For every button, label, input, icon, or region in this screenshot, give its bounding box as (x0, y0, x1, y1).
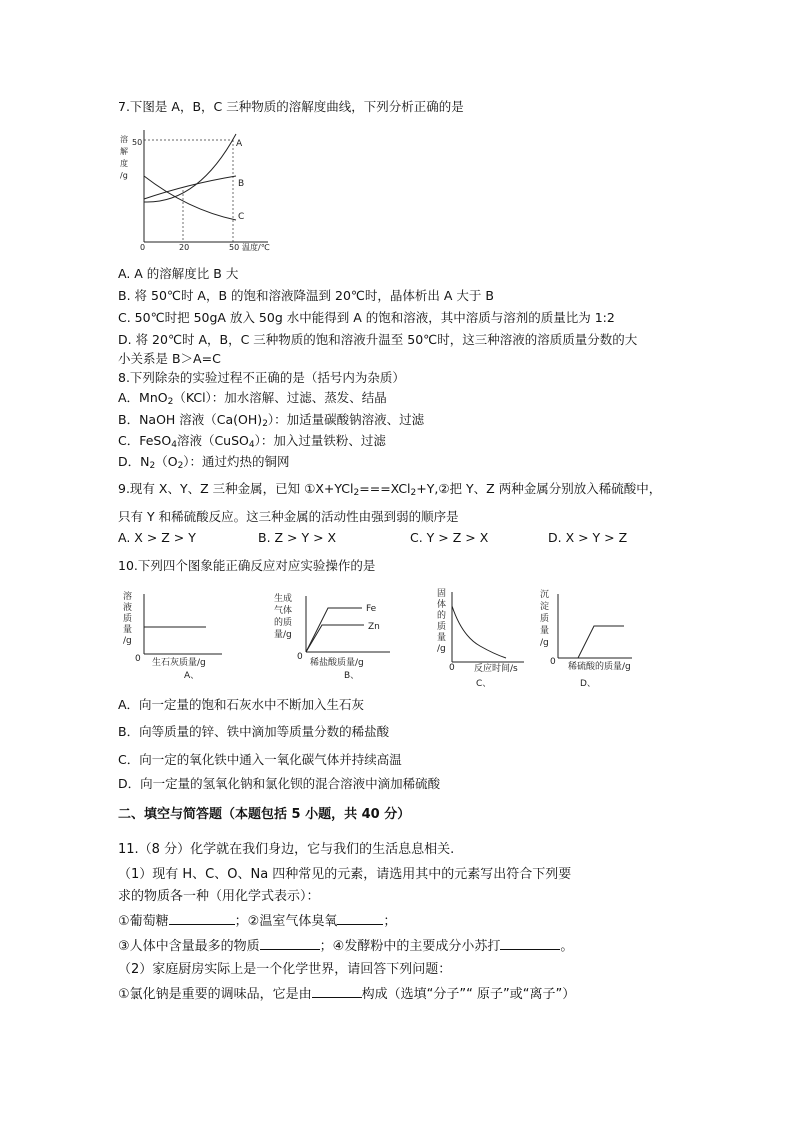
q8-stem: 8.下列除杂的实验过程不正确的是（括号内为杂质） (118, 370, 405, 385)
q8-option-d: D．$N_2(O_2)$：通过灼热的铜网 (118, 454, 290, 471)
q10d-xlabel: 稀硫酸的质量/g (568, 662, 631, 672)
q10c-zero: 0 (449, 663, 455, 673)
q11-part2: （2）家庭厨房实际上是一个化学世界，请回答下列问题： (118, 962, 452, 977)
q7-ylabel-1: 溶 (120, 135, 128, 144)
q10d-ylabel-1: 沉 (540, 590, 550, 600)
q10d-line (558, 626, 624, 658)
q11-items-1-2: ①葡萄糖 ；②温室气体臭氧 ； (118, 914, 397, 929)
q10b-ylabel-1: 生成 (274, 594, 293, 604)
section2-title: 二、填空与简答题（本题包括 5 小题，共 40 分） (118, 807, 411, 822)
q7-curve-A (144, 134, 236, 202)
q10c-ylabel-1: 固 (437, 589, 447, 599)
q7-option-d: D. 将 20℃时 A，B，C 三种物质的饱和溶液升温至 50℃时，这三种溶液的溶质质量分数的大 (118, 332, 638, 347)
q10-option-b: B．向等质量的锌、铁中滴加等质量分数的稀盐酸 (118, 724, 390, 739)
q10-option-d: D．向一定量的氢氧化钠和氯化钡的混合溶液中滴加稀硫酸 (118, 776, 441, 791)
q8-option-b: B．NaOH 溶液$(Ca(OH)_2)$：加适量碳酸钠溶液、过滤 (118, 412, 425, 429)
q10-graph-c (432, 588, 532, 692)
q10a-ylabel-4: 量 (123, 625, 133, 635)
q7-curve-B (144, 176, 236, 199)
q10c-caption: C、 (476, 679, 492, 689)
q10-graph-a (118, 588, 238, 684)
q10a-caption: A、 (184, 671, 200, 681)
q7-label-B: B (238, 179, 245, 189)
q10b-zn-line (306, 625, 364, 652)
q10c-ylabel-5: 量 (437, 633, 447, 643)
q7-label-A: A (236, 139, 243, 149)
q11-part1-line2: 求的物质各一种（用化学式表示）： (118, 889, 320, 904)
answer-blank-glucose[interactable] (169, 912, 235, 925)
q11-stem: 11.（8 分）化学就在我们身边，它与我们的生活息息相关. (118, 842, 455, 857)
q7-stem: 7.下图是 A，B，C 三种物质的溶解度曲线，下列分析正确的是 (118, 99, 464, 114)
q10a-ylabel-1: 溶 (123, 592, 133, 602)
q10b-ylabel-3: 的质 (274, 618, 293, 628)
q10d-zero: 0 (550, 657, 556, 667)
q11-items-3-4: ③人体中含量最多的物质 ；④发酵粉中的主要成分小苏打 。 (118, 939, 574, 954)
q10d-ylabel-5: /g (540, 638, 549, 648)
q10a-xlabel: 生石灰质量/g (152, 658, 206, 668)
q7-solubility-graph (118, 124, 278, 259)
q7-option-b: B. 将 50℃时 A，B 的饱和溶液降温到 20℃时，晶体析出 A 大于 B (118, 288, 494, 303)
q10a-zero: 0 (135, 654, 141, 664)
q7-x20: 20 (179, 243, 190, 252)
q10d-ylabel-2: 淀 (540, 602, 550, 612)
q7-ylabel-2: 解 (120, 147, 128, 156)
q9-option-d: D. X > Y > Z (548, 530, 628, 545)
q11-item-5: ①氯化钠是重要的调味品，它是由 构成（选填“分子”“ 原子”或“离子”） (118, 987, 576, 1002)
q8-option-c: C．FeSO$_4$溶液（CuSO$_4$）：加入过量铁粉、过滤 (118, 433, 386, 450)
answer-blank-ozone[interactable] (337, 912, 383, 925)
q7-label-C: C (238, 212, 245, 222)
q10-option-c: C．向一定的氧化铁中通入一氧化碳气体并持续高温 (118, 752, 402, 767)
q10d-ylabel-4: 量 (540, 626, 550, 636)
q9-option-c: C. Y > Z > X (410, 530, 489, 545)
q10-option-a: A．向一定量的饱和石灰水中不断加入生石灰 (118, 697, 365, 712)
q10c-ylabel-4: 质 (437, 622, 447, 632)
q10b-fe: Fe (366, 604, 377, 614)
answer-blank-baking-soda[interactable] (500, 937, 560, 950)
q10b-xlabel: 稀盐酸质量/g (310, 658, 364, 668)
q10b-ylabel-2: 气体 (274, 606, 293, 616)
q10a-ylabel-5: /g (123, 636, 132, 646)
q10b-ylabel-4: 量/g (274, 630, 292, 640)
answer-blank-nacl[interactable] (312, 985, 362, 998)
q7-ylabel-3: 度 (120, 159, 128, 168)
q10c-ylabel-3: 的 (437, 611, 447, 621)
q10d-ylabel-3: 质 (540, 614, 550, 624)
q7-x50: 50 (229, 243, 240, 252)
q8-option-a: A．MnO$_2$（KCl）：加水溶解、过滤、蒸发、结晶 (118, 390, 387, 407)
q10-graph-d (538, 588, 648, 692)
q9-line2: 只有 Y 和稀硫酸反应。这三种金属的活动性由强到弱的顺序是 (118, 509, 459, 524)
q10-stem: 10.下列四个图象能正确反应对应实验操作的是 (118, 558, 376, 573)
q9-option-b: B. Z > Y > X (258, 530, 337, 545)
q10b-zn: Zn (368, 622, 380, 632)
q10-graph-b (268, 588, 400, 684)
q10b-zero: 0 (297, 652, 303, 662)
q9-option-a: A. X > Z > Y (118, 530, 196, 545)
q10a-ylabel-2: 液 (123, 603, 133, 613)
q10c-xlabel: 反应时间/s (474, 664, 518, 674)
answer-blank-water[interactable] (260, 937, 320, 950)
q11-part1-line1: （1）现有 H、C、O、Na 四种常见的元素，请选用其中的元素写出符合下列要 (118, 867, 572, 882)
q10c-ylabel-2: 体 (437, 600, 447, 610)
q7-option-d-cont: 小关系是 B＞A=C (118, 351, 221, 366)
q7-curve-C (144, 176, 236, 220)
q7-option-c: C. 50℃时把 50gA 放入 50g 水中能得到 A 的饱和溶液，其中溶质与溶剂的质量比为 1:2 (118, 310, 615, 325)
q10b-caption: B、 (344, 671, 360, 681)
q10c-curve (452, 606, 506, 658)
q7-xlabel: 温度/℃ (242, 243, 270, 252)
q7-option-a: A. A 的溶解度比 B 大 (118, 266, 239, 281)
q7-ylabel-4: /g (120, 171, 128, 180)
q10d-caption: D、 (580, 679, 596, 689)
q10c-ylabel-6: /g (437, 644, 446, 654)
q10b-fe-line (306, 608, 362, 652)
q9-stem: 9.现有 X、Y、Z 三种金属，已知 ①X+YCl$_2$===XCl$_2$+Y,②把 Y、Z 两种金属分别放入稀硫酸中， (118, 481, 662, 498)
q7-y50: 50 (132, 138, 143, 147)
q10a-ylabel-3: 质 (123, 614, 133, 624)
q7-x0: 0 (140, 243, 146, 252)
